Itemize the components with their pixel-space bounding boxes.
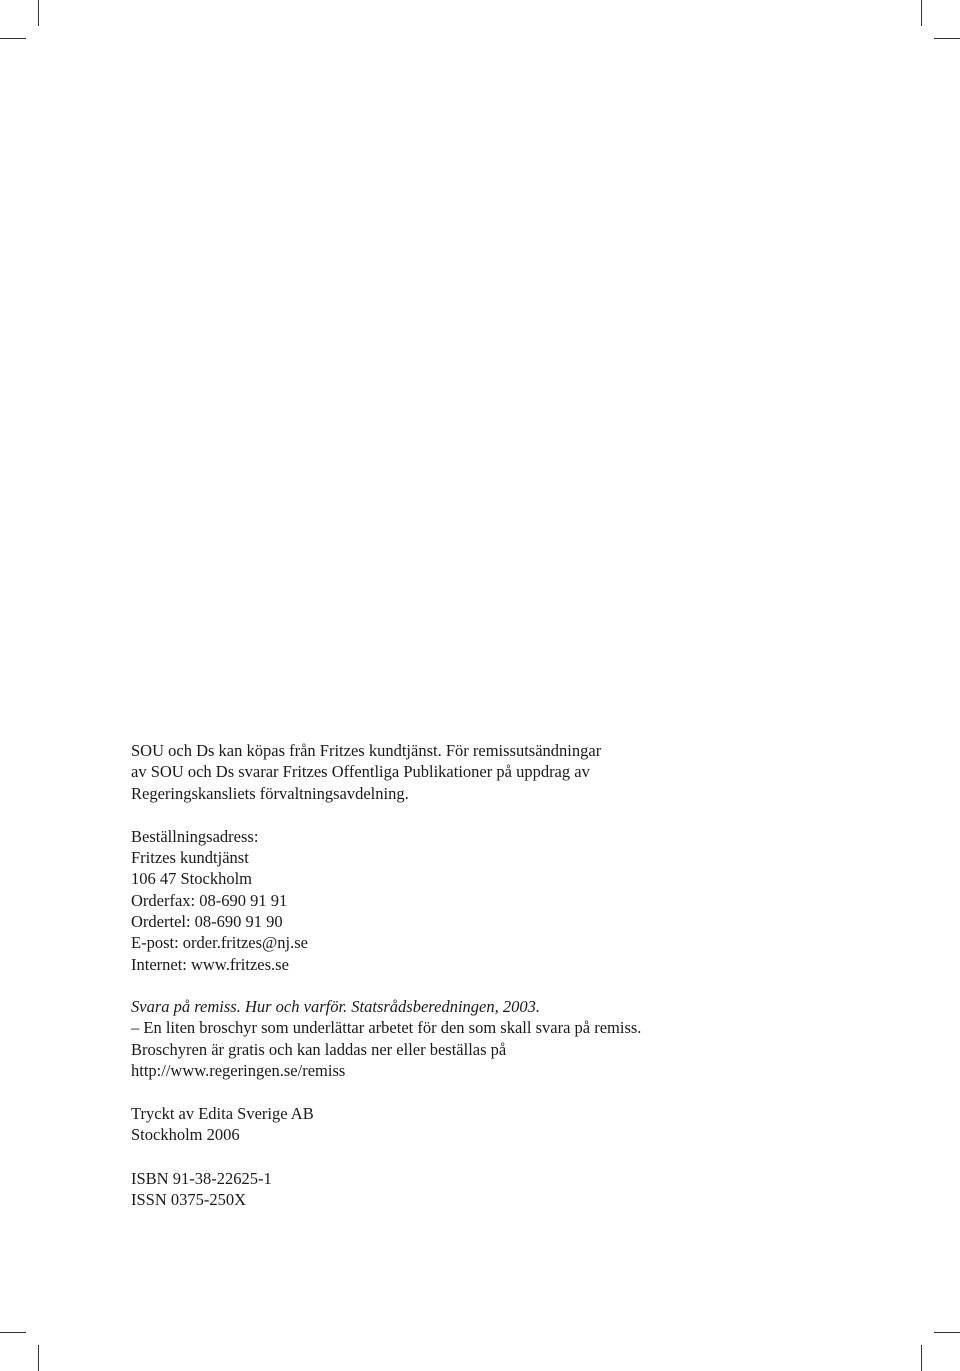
crop-mark-bottom-left-vertical: [38, 1345, 39, 1371]
crop-mark-bottom-left-horizontal: [0, 1332, 26, 1333]
order-fax: Orderfax: 08-690 91 91: [131, 890, 288, 910]
brochure-title: Svara på remiss. Hur och varför. Statsrådsberedningen, 2003.: [131, 996, 540, 1016]
order-address-name: Fritzes kundtjänst: [131, 848, 249, 868]
issn: ISSN 0375-250X: [131, 1190, 247, 1210]
intro-line-1: SOU och Ds kan köpas från Fritzes kundtjänst. För remissutsändningar: [131, 741, 602, 760]
printer-location: Stockholm 2006: [131, 1125, 240, 1145]
brochure-line-1: – En liten broschyr som underlättar arbetet för den som skall svara på remiss.: [131, 1018, 642, 1038]
intro-paragraph: [131, 740, 851, 804]
order-email: E-post: order.fritzes@nj.se: [131, 933, 308, 953]
order-address: [131, 826, 851, 975]
order-internet: Internet: www.fritzes.se: [131, 954, 289, 974]
order-address-heading: Beställningsadress:: [131, 826, 259, 846]
identifiers: [131, 1168, 851, 1211]
crop-mark-bottom-right-horizontal: [934, 1332, 960, 1333]
intro-line-2: av SOU och Ds svarar Fritzes Offentliga Publikationer på uppdrag av: [131, 762, 590, 782]
crop-mark-bottom-right-vertical: [921, 1345, 922, 1371]
crop-mark-top-left-horizontal: [0, 38, 26, 39]
order-tel: Ordertel: 08-690 91 90: [131, 912, 283, 932]
colophon: [131, 740, 851, 1210]
intro-line-3: Regeringskansliets förvaltningsavdelning.: [131, 783, 409, 803]
order-address-postal: 106 47 Stockholm: [131, 869, 253, 889]
printer-info: [131, 1103, 851, 1146]
brochure-info: [131, 996, 851, 1081]
crop-mark-top-right-horizontal: [934, 38, 960, 39]
printer-name: Tryckt av Edita Sverige AB: [131, 1104, 314, 1124]
isbn: ISBN 91-38-22625-1: [131, 1168, 272, 1188]
crop-mark-top-left-vertical: [38, 0, 39, 26]
brochure-url: http://www.regeringen.se/remiss: [131, 1060, 346, 1080]
brochure-line-2: Broschyren är gratis och kan laddas ner eller beställas på: [131, 1039, 507, 1059]
crop-mark-top-right-vertical: [921, 0, 922, 26]
